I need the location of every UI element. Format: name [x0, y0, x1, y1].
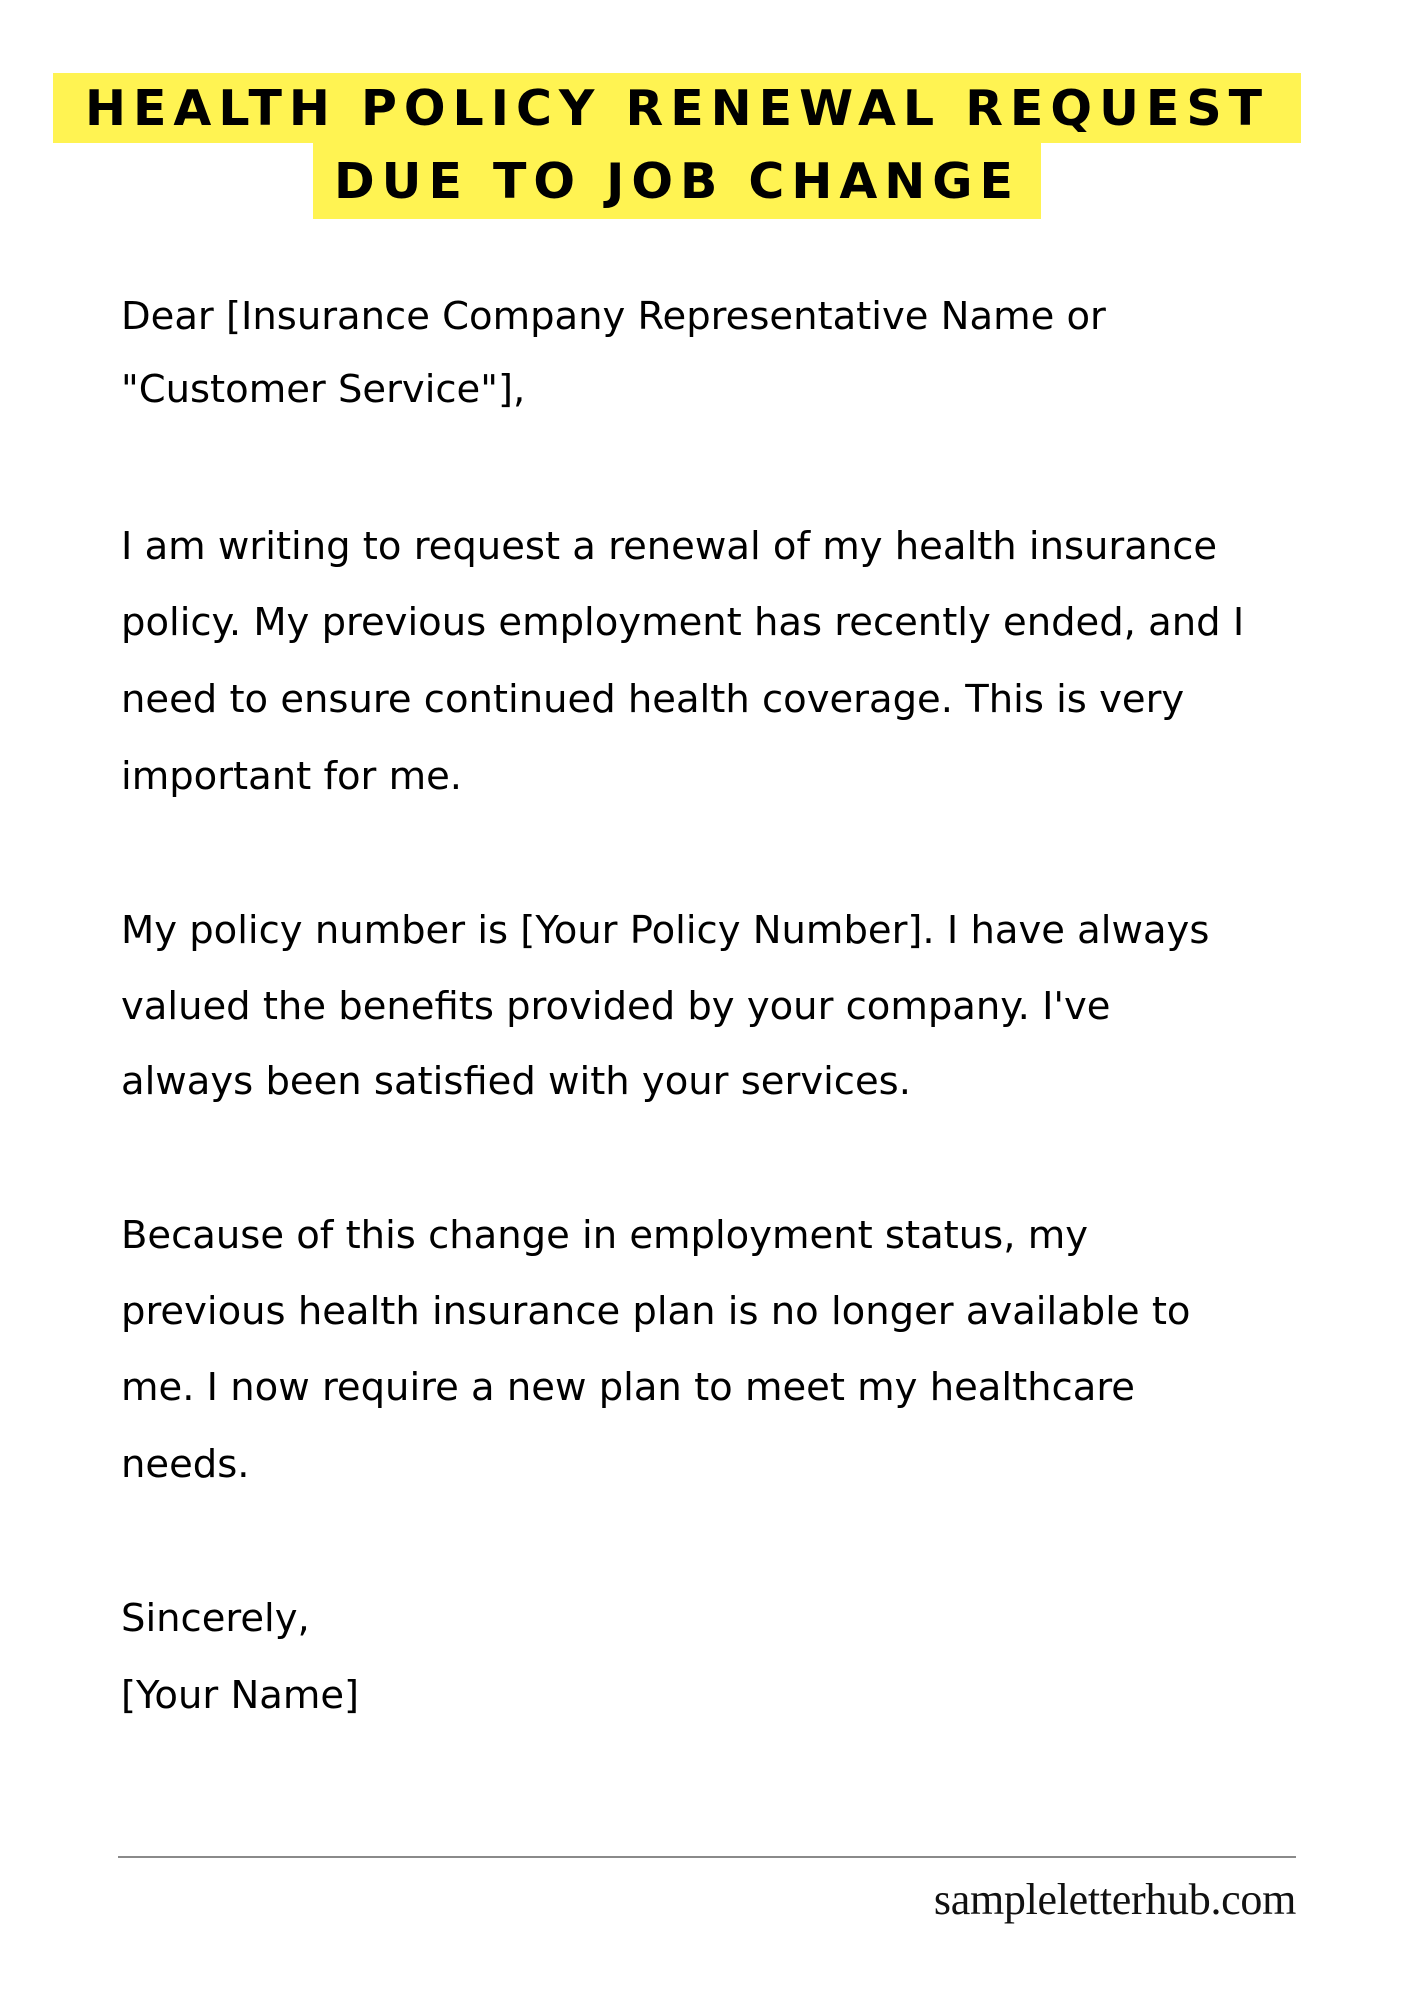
paragraph-line: important for me.	[121, 754, 463, 799]
salutation-line-2: "Customer Service"],	[121, 367, 526, 412]
closing: Sincerely,	[121, 1596, 310, 1641]
paragraph-line: needs.	[121, 1442, 250, 1487]
signature: [Your Name]	[121, 1673, 360, 1718]
paragraph-line: always been satisfied with your services.	[121, 1059, 911, 1104]
paragraph-line: previous health insurance plan is no longer available to	[121, 1289, 1191, 1334]
paragraph-line: valued the benefits provided by your company. I've	[121, 984, 1111, 1029]
footer-site-name: sampleletterhub.com	[933, 1875, 1296, 1924]
salutation-line-1: Dear [Insurance Company Representative Name or	[121, 294, 1106, 339]
title-highlight-line-1	[53, 73, 1301, 143]
paragraph-line: me. I now require a new plan to meet my healthcare	[121, 1365, 1135, 1410]
footer-divider	[118, 1856, 1296, 1858]
paragraph-line: My policy number is [Your Policy Number]. I have always	[121, 908, 1210, 953]
page-title-line-2: DUE TO JOB CHANGE	[333, 152, 1021, 210]
paragraph-line: I am writing to request a renewal of my health insurance	[121, 524, 1218, 569]
paragraph-line: need to ensure continued health coverage. This is very	[121, 677, 1185, 722]
paragraph-line: Because of this change in employment status, my	[121, 1213, 1088, 1258]
paragraph-line: policy. My previous employment has recently ended, and I	[121, 600, 1245, 645]
title-highlight-line-2	[313, 143, 1041, 219]
page-title-line-1: HEALTH POLICY RENEWAL REQUEST	[84, 79, 1270, 137]
